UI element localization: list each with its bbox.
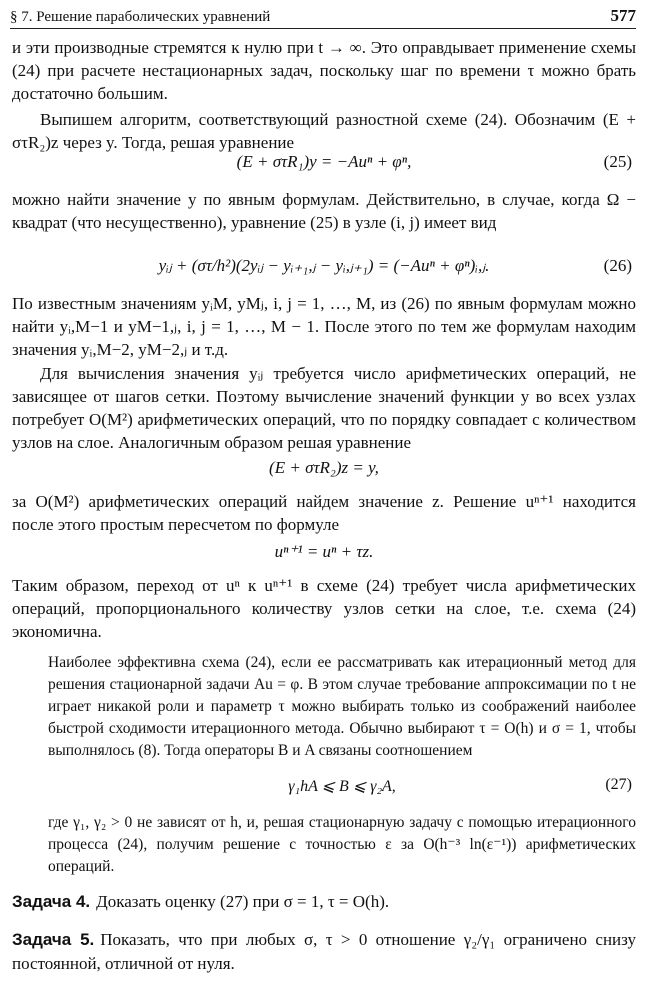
task-5 [12,928,636,976]
equation-27-formula: γ₁hA ⩽ B ⩽ γ₂A, [288,778,396,795]
equation-25-formula: (E + στR₁)y = −Auⁿ + φⁿ, [236,152,412,171]
equation-26 [12,256,636,284]
paragraph-7: Таким образом, переход от uⁿ к uⁿ⁺¹ в схеме (24) требует числа арифметических операций, пропорционального количеству узлов сетки на слое, т.е. схема (24) экономична. [12,576,636,641]
task-4 [12,890,636,914]
paragraph-3: можно найти значение y по явным формулам. Действительно, в случае, когда Ω − квадрат (что несущественно), уравнение (25) в узле (i, j) имеет вид [12,190,636,232]
paragraph-1: и эти производные стремятся к нулю при t → ∞. Это оправдывает применение схемы (24) при расчете нестационарных задач, поскольку шаг по времени τ можно брать достаточно большим. [12,38,636,103]
equation-z [12,458,636,486]
paragraph-6: за O(M²) арифметических операций найдем значение z. Решение uⁿ⁺¹ находится после этого простым пересчетом по формуле [12,492,636,534]
equation-25-number: (25) [603,152,632,171]
paragraph-4: По известным значениям yᵢM, yMⱼ, i, j = 1, …, M, из (26) по явным формулам можно найти yᵢ,M−1 и yM−1,ⱼ, i, j = 1, …, M − 1. После этого по тем же формулам находим значения yᵢ,M−2, yM−2,ⱼ и т.д. [12,294,636,359]
equation-25 [12,152,636,180]
remark-text-2: где γ₁, γ₂ > 0 не зависят от h, и, решая стационарную задачу с помощью итерационного процесса (24), получим решение с точностью ε за O(h⁻³ ln(ε⁻¹)) арифметических операций. [48,814,636,875]
equation-z-formula: (E + στR₂)z = y, [269,458,379,477]
equation-26-formula: yᵢⱼ + (στ/h²)(2yᵢⱼ − yᵢ₊₁,ⱼ − yᵢ,ⱼ₊₁) = (−Auⁿ + φⁿ)ᵢ,ⱼ. [158,256,490,275]
remark-text-1: Наиболее эффективна схема (24), если ее рассматривать как итерационный метод для решения стационарной задачи Au = φ. В этом случае требование аппроксимации по t не играет никакой роли и параметр τ можно выбирать только из соображений наиболее быстрой сходимости итерационного метода. Обычно выбирают τ = O(h) и σ = 1, чтобы выполнялось (8). Тогда операторы B и A связаны соотношением [48,654,636,759]
equation-u [12,542,636,570]
equation-27-number: (27) [605,776,632,793]
paragraph-5: Для вычисления значения yᵢⱼ требуется число арифметических операций, не зависящее от шагов сетки. Поэтому вычисление значений функции y во всех узлах потребует O(M²) арифметических операций, что по порядку совпадает с количеством узлов на слое. Аналогичным образом решая уравнение [12,364,636,452]
task-5-text: Показать, что при любых σ, τ > 0 отношение γ₂/γ₁ ограничено снизу постоянной, отличной от нуля. [12,930,637,973]
running-header [10,4,636,29]
section-title: § 7. Решение параболических уравнений [10,9,271,25]
equation-26-number: (26) [603,256,632,275]
page-number: 577 [610,6,636,25]
task-4-text: Доказать оценку (27) при σ = 1, τ = O(h). [96,892,390,911]
equation-27 [48,776,636,802]
task-4-label: Задача 4. [12,892,91,911]
task-5-label: Задача 5. [12,930,95,949]
equation-u-formula: uⁿ⁺¹ = uⁿ + τz. [274,542,374,561]
paragraph-2: Выпишем алгоритм, соответствующий разностной схеме (24). Обозначим (E + στR₂)z через y. Тогда, решая уравнение [12,110,636,152]
